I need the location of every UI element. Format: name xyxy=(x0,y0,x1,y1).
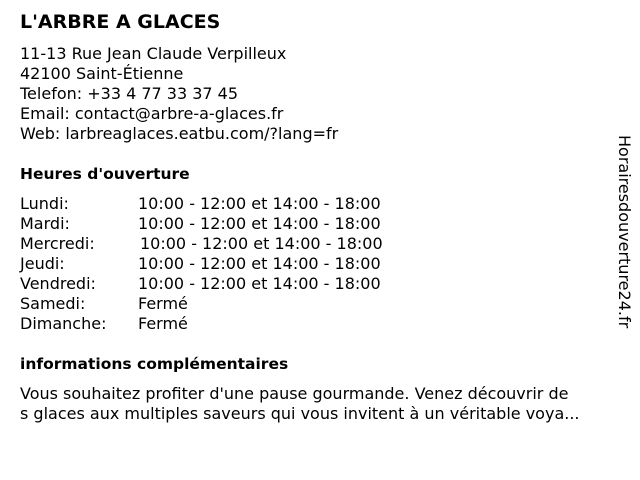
phone-number: Telefon: +33 4 77 33 37 45 xyxy=(20,84,239,103)
day-label: Mardi: xyxy=(20,214,70,233)
time-value: Fermé xyxy=(138,294,188,313)
time-value: Fermé xyxy=(138,314,188,333)
time-value: 10:00 - 12:00 et 14:00 - 18:00 xyxy=(140,234,383,253)
additional-info-text xyxy=(20,384,630,424)
day-label: Dimanche: xyxy=(20,314,107,333)
day-label: Jeudi: xyxy=(20,254,65,273)
address-street: 11-13 Rue Jean Claude Verpilleux xyxy=(20,44,287,63)
day-label: Lundi: xyxy=(20,194,69,213)
address-city: 42100 Saint-Étienne xyxy=(20,64,184,83)
info-line: s glaces aux multiples saveurs qui vous invitent à un véritable voya... xyxy=(20,404,580,423)
day-label: Mercredi: xyxy=(20,234,95,253)
info-line: Vous souhaitez profiter d'une pause gourmande. Venez découvrir de xyxy=(20,384,569,403)
website-url: Web: larbreaglaces.eatbu.com/?lang=fr xyxy=(20,124,339,143)
business-name: L'ARBRE A GLACES xyxy=(20,11,221,33)
day-label: Vendredi: xyxy=(20,274,96,293)
time-value: 10:00 - 12:00 et 14:00 - 18:00 xyxy=(138,194,381,213)
contact-block xyxy=(20,44,338,144)
time-value: 10:00 - 12:00 et 14:00 - 18:00 xyxy=(138,274,381,293)
site-watermark-label: Horairesdouverture24.fr xyxy=(615,135,634,329)
time-value: 10:00 - 12:00 et 14:00 - 18:00 xyxy=(138,254,381,273)
opening-hours-heading: Heures d'ouverture xyxy=(20,165,190,183)
time-value: 10:00 - 12:00 et 14:00 - 18:00 xyxy=(138,214,381,233)
additional-info-heading: informations complémentaires xyxy=(20,355,289,373)
email-address: Email: contact@arbre-a-glaces.fr xyxy=(20,104,284,123)
day-label: Samedi: xyxy=(20,294,86,313)
